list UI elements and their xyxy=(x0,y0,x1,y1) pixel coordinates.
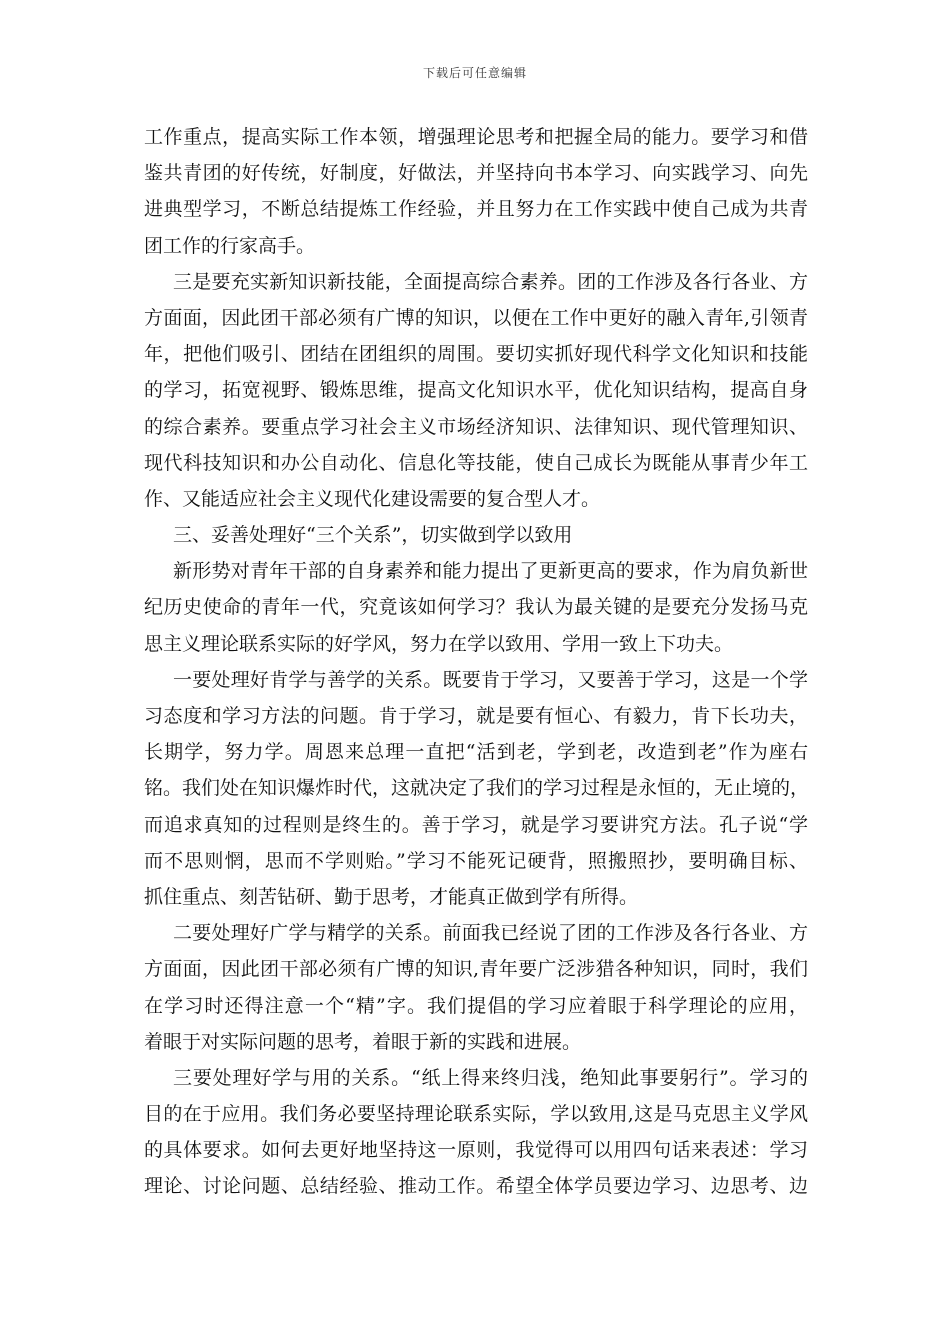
text-line: 三是要充实新知识新技能，全面提高综合素养。团的工作涉及各行各业、方 xyxy=(173,270,808,293)
text-line: 二要处理好广学与精学的关系。前面我已经说了团的工作涉及各行各业、方 xyxy=(173,922,808,945)
document-body xyxy=(144,119,808,1205)
text-line: 三、妥善处理好“三个关系”，切实做到学以致用 xyxy=(173,524,573,547)
text-line: 三要处理好学与用的关系。“纸上得来终归浅，绝知此事要躬行”。学习的 xyxy=(173,1066,808,1089)
text-line: 的学习，拓宽视野、锻炼思维，提高文化知识水平，优化知识结构，提高自身 xyxy=(144,379,808,402)
text-line: 现代科技知识和办公自动化、信息化等技能，使自己成长为既能从事青少年工 xyxy=(144,451,808,474)
text-line: 而追求真知的过程则是终生的。善于学习，就是学习要讲究方法。孔子说“学 xyxy=(144,813,808,836)
text-line: 目的在于应用。我们务必要坚持理论联系实际，学以致用,这是马克思主义学风 xyxy=(144,1103,808,1126)
page-header-note: 下载后可任意编辑 xyxy=(422,66,527,80)
text-line: 工作重点，提高实际工作本领，增强理论思考和把握全局的能力。要学习和借 xyxy=(144,126,808,148)
text-line: 新形势对青年干部的自身素养和能力提出了更新更高的要求，作为肩负新世 xyxy=(173,560,808,583)
text-line: 的综合素养。要重点学习社会主义市场经济知识、法律知识、现代管理知识、 xyxy=(144,415,808,438)
text-line: 的具体要求。如何去更好地坚持这一原则，我觉得可以用四句话来表述：学习 xyxy=(144,1139,808,1162)
text-line: 着眼于对实际问题的思考，着眼于新的实践和进展。 xyxy=(144,1030,582,1053)
text-line: 而不思则惘，思而不学则贻。”学习不能死记硬背，照搬照抄，要明确目标、 xyxy=(144,849,808,872)
text-line: 方面面，因此团干部必须有广博的知识，以便在工作中更好的融入青年,引领青 xyxy=(144,306,808,329)
text-line: 方面面，因此团干部必须有广博的知识,青年要广泛涉猎各种知识，同时，我们 xyxy=(144,958,808,981)
text-line: 习态度和学习方法的问题。肯于学习，就是要有恒心、有毅力，肯下长功夫， xyxy=(144,705,808,727)
text-line: 理论、讨论问题、总结经验、推动工作。希望全体学员要边学习、边思考、边 xyxy=(144,1175,808,1198)
text-line: 进典型学习，不断总结提炼工作经验，并且努力在工作实践中使自己成为共青 xyxy=(144,198,808,221)
text-line: 在学习时还得注意一个“精”字。我们提倡的学习应着眼于科学理论的应用， xyxy=(144,994,808,1017)
text-line: 一要处理好肯学与善学的关系。既要肯于学习，又要善于学习，这是一个学 xyxy=(173,668,808,691)
text-line: 长期学，努力学。周恩来总理一直把“活到老，学到老，改造到老”作为座右 xyxy=(144,741,808,764)
text-line: 作、又能适应社会主义现代化建设需要的复合型人才。 xyxy=(144,487,601,510)
text-line: 纪历史使命的青年一代，究竟该如何学习？我认为最关键的是要充分发扬马克 xyxy=(144,596,808,619)
text-line: 团工作的行家高手。 xyxy=(144,234,316,257)
text-line: 鉴共青团的好传统，好制度，好做法，并坚持向书本学习、向实践学习、向先 xyxy=(144,162,808,185)
text-line: 铭。我们处在知识爆炸时代，这就决定了我们的学习过程是永恒的，无止境的， xyxy=(144,777,810,800)
text-line: 抓住重点、刻苦钻研、勤于思考，才能真正做到学有所得。 xyxy=(144,885,639,908)
text-line: 年，把他们吸引、团结在团组织的周围。要切实抓好现代科学文化知识和技能 xyxy=(144,343,808,366)
text-line: 思主义理论联系实际的好学风，努力在学以致用、学用一致上下功夫。 xyxy=(144,632,734,655)
